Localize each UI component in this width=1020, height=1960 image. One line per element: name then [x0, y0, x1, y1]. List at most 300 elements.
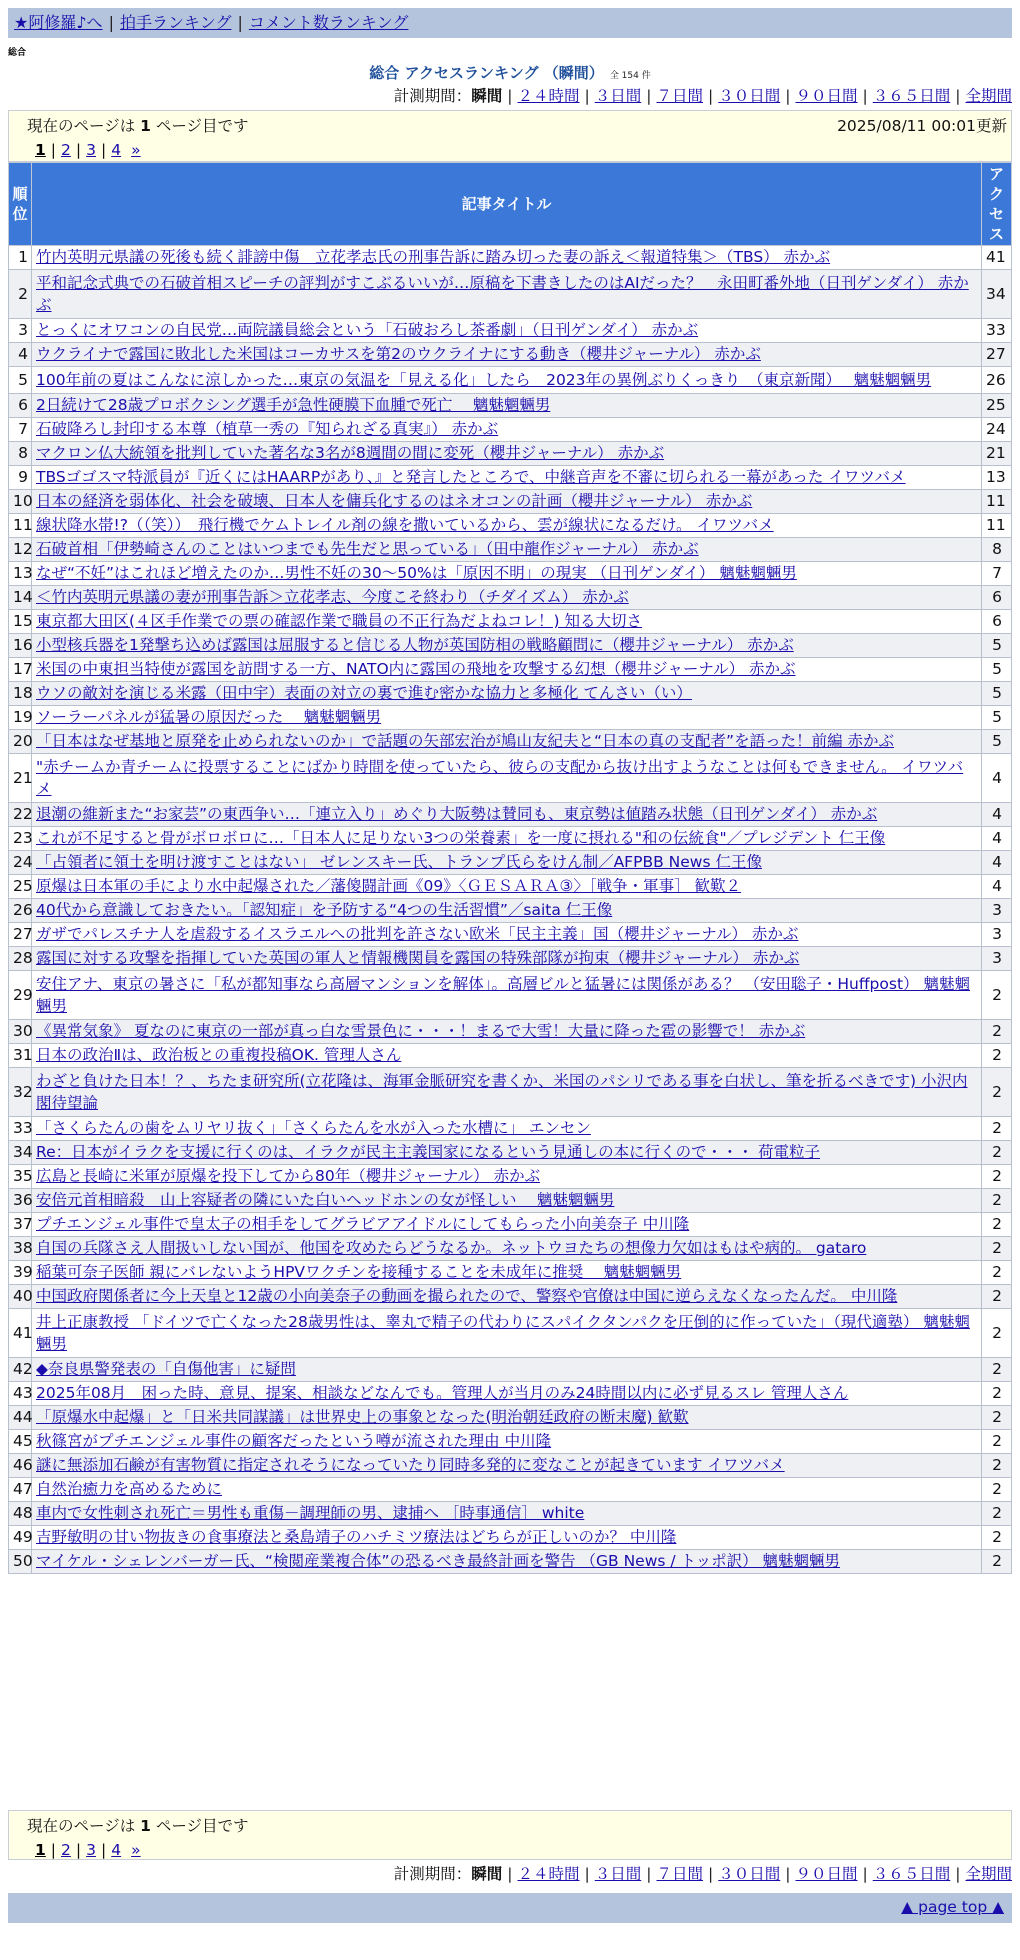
rank-number: 7 [9, 418, 32, 442]
access-count: 21 [982, 442, 1012, 466]
rank-number: 1 [9, 246, 32, 270]
rank-number: 50 [9, 1550, 32, 1574]
article-title-link[interactable]: 小型核兵器を1発撃ち込めば露国は屈服すると信じる人物が英国防相の戦略顧問に（櫻井ジャーナル） 赤かぶ [36, 636, 794, 654]
title-cell [32, 319, 982, 343]
article-title-link[interactable]: 米国の中東担当特使が露国を訪問する一方、NATO内に露国の飛地を攻撃する幻想（櫻井ジャーナル） 赤かぶ [36, 660, 796, 678]
article-title-link[interactable]: ガザでパレスチナ人を虐殺するイスラエルへの批判を許さない欧米「民主主義」国（櫻井ジャーナル） 赤かぶ [36, 925, 799, 943]
table-row [9, 1285, 1012, 1309]
page-4-link[interactable]: 4 [111, 141, 122, 159]
title-cell [32, 1526, 982, 1550]
article-title-link[interactable]: 石破首相「伊勢崎さんのことはいつまでも先生だと思っている」（田中龍作ジャーナル） 赤かぶ [36, 540, 699, 558]
article-title-link[interactable]: マクロン仏大統領を批判していた著名な3名が8週間の間に変死（櫻井ジャーナル） 赤かぶ [36, 444, 665, 462]
period-current: 瞬間 [471, 87, 503, 105]
title-cell [32, 343, 982, 367]
rank-number: 9 [9, 466, 32, 490]
access-count: 2 [982, 1454, 1012, 1478]
table-row [9, 658, 1012, 682]
rank-number: 40 [9, 1285, 32, 1309]
table-row [9, 923, 1012, 947]
rank-number: 42 [9, 1358, 32, 1382]
article-title-link[interactable]: プチエンジェル事件で皇太子の相手をしてグラビアアイドルにしてもらった小向美奈子 中川隆 [36, 1215, 690, 1233]
access-count: 3 [982, 923, 1012, 947]
title-cell [32, 1502, 982, 1526]
title-cell [32, 418, 982, 442]
title-cell [32, 923, 982, 947]
access-count: 7 [982, 562, 1012, 586]
article-title-link[interactable]: ソーラーパネルが猛暑の原因だった 魑魅魍魎男 [36, 708, 382, 726]
bottom-bar [8, 1893, 1012, 1923]
page-2-link[interactable]: 2 [61, 141, 71, 159]
period-7d-link[interactable]: ７日間 [656, 87, 703, 105]
rank-number: 13 [9, 562, 32, 586]
title-cell [32, 610, 982, 634]
table-row [9, 1117, 1012, 1141]
rank-number: 19 [9, 706, 32, 730]
clap-ranking-link[interactable]: 拍手ランキング [119, 13, 232, 32]
pagination: 1 | 2 | 3 | 4 » [35, 1841, 141, 1859]
article-title-link[interactable]: 稲葉可奈子医師 親にバレないようHPVワクチンを接種することを未成年に推奨 魑魅魍魎男 [36, 1263, 682, 1281]
ranking-rows [9, 246, 1012, 1574]
current-page-text: 現在のページは 1 ページ目です [27, 117, 249, 135]
rank-number: 2 [9, 270, 32, 319]
table-row [9, 1165, 1012, 1189]
ranking-table [8, 162, 1012, 1574]
pagination: 1 | 2 | 3 | 4 » [35, 141, 141, 159]
access-count: 26 [982, 367, 1012, 394]
article-title-link[interactable]: 「日本はなぜ基地と原発を止められないのか」で話題の矢部宏治が鳩山友紀夫と“日本の真の支配者”を語った！前編 赤かぶ [36, 732, 894, 750]
title-cell [32, 1358, 982, 1382]
page-3-link[interactable]: 3 [86, 141, 97, 159]
rank-number: 43 [9, 1382, 32, 1406]
table-row [9, 899, 1012, 923]
rank-number: 32 [9, 1068, 32, 1117]
rank-number: 30 [9, 1020, 32, 1044]
access-count: 4 [982, 875, 1012, 899]
access-count: 5 [982, 706, 1012, 730]
access-count: 6 [982, 610, 1012, 634]
article-title-link[interactable]: 「占領者に領土を明け渡すことはない」 ゼレンスキー氏、トランプ氏らをけん制／AFPBB News 仁王像 [36, 853, 762, 871]
period-30d-link[interactable]: ３０日間 [718, 1865, 781, 1883]
table-row [9, 466, 1012, 490]
title-cell [32, 1117, 982, 1141]
article-title-link[interactable]: 日本の経済を弱体化、社会を破壊、日本人を傭兵化するのはネオコンの計画（櫻井ジャーナル） 赤かぶ [36, 492, 753, 510]
access-count: 2 [982, 971, 1012, 1020]
rank-number: 23 [9, 827, 32, 851]
title-cell [32, 1044, 982, 1068]
table-row [9, 343, 1012, 367]
article-title-link[interactable]: 広島と長崎に米軍が原爆を投下してから80年（櫻井ジャーナル） 赤かぶ [36, 1167, 541, 1185]
period-30d-link[interactable]: ３０日間 [718, 87, 781, 105]
rank-number: 22 [9, 803, 32, 827]
top-nav-bar [8, 8, 1012, 38]
rank-number: 48 [9, 1502, 32, 1526]
access-header: アクセス [982, 163, 1012, 246]
table-row [9, 586, 1012, 610]
title-cell [32, 367, 982, 394]
article-title-link[interactable]: マイケル・シェレンバーガー氏、“検閲産業複合体”の恐るべき最終計画を警告 （GB News / トッポ訳） 魑魅魍魎男 [36, 1552, 840, 1570]
table-row [9, 1141, 1012, 1165]
table-row [9, 367, 1012, 394]
article-title-link[interactable]: 秋篠宮がプチエンジェル事件の顧客だったという噂が流された理由 中川隆 [36, 1432, 552, 1450]
title-cell [32, 270, 982, 319]
period-all-link[interactable]: 全期間 [965, 1865, 1012, 1883]
rank-number: 20 [9, 730, 32, 754]
table-row [9, 1550, 1012, 1574]
table-row [9, 490, 1012, 514]
access-count: 4 [982, 827, 1012, 851]
table-row [9, 1189, 1012, 1213]
article-title-link[interactable]: これが不足すると骨がボロボロに…「日本人に足りない3つの栄養素」を一度に摂れる"和の伝統食"／プレジデント 仁王像 [36, 829, 886, 847]
table-row [9, 1358, 1012, 1382]
period-90d-link[interactable]: ９０日間 [795, 1865, 858, 1883]
table-row [9, 1430, 1012, 1454]
article-title-link[interactable]: 自然治癒力を高めるために [36, 1480, 223, 1498]
table-row [9, 418, 1012, 442]
article-title-link[interactable]: 「原爆水中起爆」と「日米共同謀議」は世界史上の事象となった(明治朝廷政府の断末魔) 歓歎 [36, 1408, 689, 1426]
access-count: 2 [982, 1309, 1012, 1358]
rank-number: 4 [9, 343, 32, 367]
access-count: 2 [982, 1478, 1012, 1502]
rank-number: 18 [9, 682, 32, 706]
rank-number: 6 [9, 394, 32, 418]
article-title-link[interactable]: わざと負けた日本！？、ちたま研究所(立花隆は、海軍金脈研究を書くか、米国のパシリである事を白状し、筆を折るべきです) 小沢内閣待望論 [36, 1072, 968, 1112]
access-count: 25 [982, 394, 1012, 418]
access-count: 5 [982, 658, 1012, 682]
table-row [9, 803, 1012, 827]
updated-timestamp: 2025/08/11 00:01更新 [837, 117, 1007, 135]
article-title-link[interactable]: 退潮の維新また“お家芸”の東西争い…「連立入り」めぐり大阪勢は賛同も、東京勢は値踏み状態（日刊ゲンダイ） 赤かぶ [36, 805, 878, 823]
table-row [9, 1406, 1012, 1430]
title-cell [32, 490, 982, 514]
period-label: 計測期間： [393, 87, 472, 105]
table-row [9, 319, 1012, 343]
article-title-link[interactable]: ＜竹内英明元県議の妻が刑事告訴＞立花孝志、今度こそ終わり（チダイズム） 赤かぶ [36, 588, 629, 606]
access-count: 41 [982, 246, 1012, 270]
table-row [9, 827, 1012, 851]
article-title-link[interactable]: ウソの敵対を演じる米露（田中宇）表面の対立の裏で進む密かな協力と多極化 てんさい（い） [36, 684, 692, 702]
title-cell [32, 1213, 982, 1237]
asyura-home-link[interactable]: ★阿修羅♪へ [14, 13, 103, 32]
page-top-link[interactable]: ▲ page top ▲ [901, 1898, 1004, 1916]
article-title-link[interactable]: 《異常気象》 夏なのに東京の一部が真っ白な雪景色に・・・！まるで大雪！大量に降った雹の影響で！ 赤かぶ [36, 1022, 806, 1040]
rank-number: 16 [9, 634, 32, 658]
table-row [9, 514, 1012, 538]
total-count: 全 154 件 [609, 71, 651, 81]
access-count: 5 [982, 682, 1012, 706]
rank-number: 3 [9, 319, 32, 343]
rank-number: 21 [9, 754, 32, 803]
title-cell [32, 1430, 982, 1454]
article-title-link[interactable]: とっくにオワコンの自民党…両院議員総会という「石破おろし茶番劇」（日刊ゲンダイ） 赤かぶ [36, 321, 699, 339]
access-count: 2 [982, 1141, 1012, 1165]
access-count: 2 [982, 1526, 1012, 1550]
title-cell [32, 1237, 982, 1261]
rank-number: 15 [9, 610, 32, 634]
table-row [9, 851, 1012, 875]
table-row [9, 1502, 1012, 1526]
category-label: 総合 [8, 48, 27, 58]
title-cell [32, 827, 982, 851]
article-title-link[interactable]: 竹内英明元県議の死後も続く誹謗中傷 立花孝志氏の刑事告訴に踏み切った妻の訴え＜報道特集＞（TBS） 赤かぶ [36, 248, 831, 266]
title-cell [32, 634, 982, 658]
title-header: 記事タイトル [32, 163, 982, 246]
rank-number: 44 [9, 1406, 32, 1430]
period-selector-top: 計測期間：瞬間 | ２４時間 | ３日間 | ７日間 | ３０日間 | ９０日間 | ３６５日間 | 全期間 [393, 87, 1012, 105]
table-row [9, 246, 1012, 270]
rank-number: 17 [9, 658, 32, 682]
access-count: 2 [982, 1261, 1012, 1285]
access-count: 2 [982, 1430, 1012, 1454]
ranking-title [0, 62, 1020, 83]
comment-ranking-link[interactable]: コメント数ランキング [248, 13, 409, 32]
period-7d-link[interactable]: ７日間 [656, 1865, 703, 1883]
access-count: 2 [982, 1237, 1012, 1261]
period-all-link[interactable]: 全期間 [965, 87, 1012, 105]
page-info-top [8, 110, 1012, 162]
table-row [9, 1213, 1012, 1237]
table-row [9, 1020, 1012, 1044]
table-row [9, 947, 1012, 971]
access-count: 2 [982, 1213, 1012, 1237]
article-title-link[interactable]: 謎に無添加石鹸が有害物質に指定されそうになっていたり同時多発的に変なことが起きています イワツバメ [36, 1456, 785, 1474]
rank-number: 14 [9, 586, 32, 610]
title-cell [32, 562, 982, 586]
page-2-link[interactable]: 2 [61, 1841, 71, 1859]
access-count: 3 [982, 899, 1012, 923]
article-title-link[interactable]: なぜ“不妊”はこれほど増えたのか…男性不妊の30～50%は「原因不明」の現実 （日刊ゲンダイ） 魑魅魍魎男 [36, 564, 797, 582]
article-title-link[interactable]: 中国政府関係者に今上天皇と12歳の小向美奈子の動画を撮られたので、警察や官僚は中国に逆らえなくなったんだ。 中川隆 [36, 1287, 898, 1305]
title-cell [32, 682, 982, 706]
rank-number: 11 [9, 514, 32, 538]
title-cell [32, 1550, 982, 1574]
rank-number: 34 [9, 1141, 32, 1165]
title-cell [32, 1309, 982, 1358]
access-count: 2 [982, 1165, 1012, 1189]
title-cell [32, 442, 982, 466]
access-count: 2 [982, 1117, 1012, 1141]
table-row [9, 1237, 1012, 1261]
rank-number: 12 [9, 538, 32, 562]
article-title-link[interactable]: 吉野敏明の甘い物抜きの食事療法と桑島靖子のハチミツ療法はどちらが正しいのか？ 中川隆 [36, 1528, 677, 1546]
rank-number: 37 [9, 1213, 32, 1237]
article-title-link[interactable]: 車内で女性刺され死亡＝男性も重傷－調理師の男、逮捕へ ［時事通信］ white [36, 1504, 585, 1522]
article-title-link[interactable]: 安住アナ、東京の暑さに「私が都知事なら高層マンションを解体」。高層ビルと猛暑には関係がある？ （安田聡子・Huffpost） 魑魅魍魎男 [36, 975, 970, 1015]
title-cell [32, 899, 982, 923]
title-cell [32, 1020, 982, 1044]
table-row [9, 971, 1012, 1020]
next-page-link[interactable]: » [131, 1841, 141, 1859]
access-count: 2 [982, 1044, 1012, 1068]
period-selector-bottom: 計測期間：瞬間 | ２４時間 | ３日間 | ７日間 | ３０日間 | ９０日間 | ３６５日間 | 全期間 [393, 1865, 1012, 1883]
title-cell [32, 730, 982, 754]
title-cell [32, 875, 982, 899]
title-cell [32, 1189, 982, 1213]
rank-number: 33 [9, 1117, 32, 1141]
title-cell [32, 1382, 982, 1406]
title-cell [32, 754, 982, 803]
table-row [9, 1044, 1012, 1068]
access-count: 2 [982, 1020, 1012, 1044]
table-row [9, 1068, 1012, 1117]
period-current: 瞬間 [471, 1865, 503, 1883]
access-count: 24 [982, 418, 1012, 442]
rank-number: 8 [9, 442, 32, 466]
rank-number: 31 [9, 1044, 32, 1068]
title-cell [32, 706, 982, 730]
rank-number: 36 [9, 1189, 32, 1213]
access-count: 13 [982, 466, 1012, 490]
page-1-current: 1 [35, 1841, 46, 1859]
title-cell [32, 1478, 982, 1502]
article-title-link[interactable]: "赤チームか青チームに投票することにばかり時間を使っていたら、彼らの支配から抜け出すようなことは何もできません。 イワツバメ [36, 758, 964, 798]
page-3-link[interactable]: 3 [86, 1841, 97, 1859]
title-cell [32, 394, 982, 418]
rank-number: 28 [9, 947, 32, 971]
rank-header: 順位 [9, 163, 32, 246]
access-count: 2 [982, 1189, 1012, 1213]
article-title-link[interactable]: 2025年08月 困った時、意見、提案、相談などなんでも。管理人が当月のみ24時間以内に必ず見るスレ 管理人さん [36, 1384, 849, 1402]
period-3d-link[interactable]: ３日間 [594, 1865, 642, 1883]
title-cell [32, 1406, 982, 1430]
page-1-current: 1 [35, 141, 46, 159]
table-row [9, 730, 1012, 754]
access-count: 2 [982, 1550, 1012, 1574]
title-cell [32, 514, 982, 538]
rank-number: 46 [9, 1454, 32, 1478]
article-title-link[interactable]: Re：日本がイラクを支援に行くのは、イラクが民主主義国家になるという見通しの本に行くので・・・ 荷電粒子 [36, 1143, 821, 1161]
rank-number: 38 [9, 1237, 32, 1261]
title-cell [32, 246, 982, 270]
access-count: 5 [982, 634, 1012, 658]
period-365d-link[interactable]: ３６５日間 [872, 1865, 951, 1883]
rank-number: 29 [9, 971, 32, 1020]
rank-number: 35 [9, 1165, 32, 1189]
table-row [9, 270, 1012, 319]
table-row [9, 754, 1012, 803]
article-title-link[interactable]: 日本の政治Ⅱは、政治板との重複投稿OK. 管理人さん [36, 1046, 402, 1064]
rank-number: 5 [9, 367, 32, 394]
access-count: 2 [982, 1502, 1012, 1526]
table-row [9, 1261, 1012, 1285]
title-cell [32, 1261, 982, 1285]
current-page-text: 現在のページは 1 ページ目です [27, 1817, 249, 1835]
access-count: 11 [982, 514, 1012, 538]
period-365d-link[interactable]: ３６５日間 [872, 87, 951, 105]
article-title-link[interactable]: 「さくらたんの歯をムリヤリ抜く」「さくらたんを水が入った水槽に」 エンセン [36, 1119, 591, 1137]
period-label: 計測期間： [393, 1865, 472, 1883]
article-title-link[interactable]: 2日続けて28歳プロボクシング選手が急性硬膜下血腫で死亡 魑魅魍魎男 [36, 396, 551, 414]
access-count: 2 [982, 1285, 1012, 1309]
access-count: 34 [982, 270, 1012, 319]
rank-number: 25 [9, 875, 32, 899]
period-24h-link[interactable]: ２４時間 [517, 1865, 580, 1883]
access-count: 8 [982, 538, 1012, 562]
article-title-link[interactable]: 東京都大田区(４区手作業での票の確認作業で職員の不正行為だよねコレ！) 知る大切さ [36, 612, 643, 630]
title-cell [32, 1454, 982, 1478]
title-cell [32, 971, 982, 1020]
table-row [9, 634, 1012, 658]
title-cell [32, 658, 982, 682]
article-title-link[interactable]: 平和記念式典での石破首相スピーチの評判がすこぶるいいが…原稿を下書きしたのはAIだった？ 永田町番外地（日刊ゲンダイ） 赤かぶ [36, 274, 969, 314]
article-title-link[interactable]: TBSゴゴスマ特派員が『近くにはHAARPがあり、』と発言したところで、中継音声を不審に切られる一幕があった イワツバメ [36, 468, 906, 486]
title-cell [32, 1141, 982, 1165]
article-title-link[interactable]: 100年前の夏はこんなに涼しかった…東京の気温を「見える化」したら 2023年の異例ぶりくっきり （東京新聞） 魑魅魍魎男 [36, 371, 932, 389]
article-title-link[interactable]: 線状降水帯!?（（笑）） 飛行機でケムトレイル剤の線を撒いているから、雲が線状になるだけ。 イワツバメ [36, 516, 774, 534]
article-title-link[interactable]: ◆奈良県警発表の「自傷他害」に疑問 [36, 1360, 296, 1378]
title-cell [32, 803, 982, 827]
access-count: 4 [982, 803, 1012, 827]
table-row [9, 1309, 1012, 1358]
period-24h-link[interactable]: ２４時間 [517, 87, 580, 105]
access-count: 11 [982, 490, 1012, 514]
rank-number: 47 [9, 1478, 32, 1502]
page-4-link[interactable]: 4 [111, 1841, 122, 1859]
table-row [9, 1478, 1012, 1502]
page-info-bottom [8, 1810, 1012, 1860]
page-title: 総合 アクセスランキング （瞬間） [369, 64, 604, 82]
table-row [9, 682, 1012, 706]
rank-number: 41 [9, 1309, 32, 1358]
rank-number: 39 [9, 1261, 32, 1285]
access-count: 2 [982, 1406, 1012, 1430]
article-title-link[interactable]: 自国の兵隊さえ人間扱いしない国が、他国を攻めたらどうなるか。ネットウヨたちの想像力欠如はもはや病的。 gataro [36, 1239, 867, 1257]
period-90d-link[interactable]: ９０日間 [795, 87, 858, 105]
title-cell [32, 586, 982, 610]
title-cell [32, 538, 982, 562]
rank-number: 45 [9, 1430, 32, 1454]
rank-number: 49 [9, 1526, 32, 1550]
access-count: 3 [982, 947, 1012, 971]
access-count: 2 [982, 1068, 1012, 1117]
next-page-link[interactable]: » [131, 141, 141, 159]
article-title-link[interactable]: 井上正康教授 「ドイツで亡くなった28歳男性は、睾丸で精子の代わりにスパイクタンパクを圧倒的に作っていた」（現代適塾） 魑魅魍魎男 [36, 1313, 970, 1353]
access-count: 6 [982, 586, 1012, 610]
access-count: 2 [982, 1382, 1012, 1406]
article-title-link[interactable]: 安倍元首相暗殺 山上容疑者の隣にいた白いヘッドホンの女が怪しい 魑魅魍魎男 [36, 1191, 615, 1209]
rank-number: 26 [9, 899, 32, 923]
rank-number: 24 [9, 851, 32, 875]
article-title-link[interactable]: 石破降ろし封印する本尊（植草一秀の『知られざる真実』） 赤かぶ [36, 420, 499, 438]
access-count: 4 [982, 851, 1012, 875]
table-row [9, 538, 1012, 562]
table-row [9, 875, 1012, 899]
rank-number: 10 [9, 490, 32, 514]
rank-number: 27 [9, 923, 32, 947]
title-cell [32, 947, 982, 971]
article-title-link[interactable]: 原爆は日本軍の手により水中起爆された／藩傻闘計画《09》〈ＧＥＳＡＲＡ③〉［戦争・軍事］ 歓歎２ [36, 877, 742, 895]
table-row [9, 1454, 1012, 1478]
access-count: 33 [982, 319, 1012, 343]
access-count: 4 [982, 754, 1012, 803]
title-cell [32, 466, 982, 490]
table-row [9, 706, 1012, 730]
table-row [9, 1526, 1012, 1550]
table-row [9, 394, 1012, 418]
table-row [9, 442, 1012, 466]
table-row [9, 610, 1012, 634]
article-title-link[interactable]: ウクライナで露国に敗北した米国はコーカサスを第2のウクライナにする動き（櫻井ジャーナル） 赤かぶ [36, 345, 761, 363]
access-count: 27 [982, 343, 1012, 367]
access-count: 5 [982, 730, 1012, 754]
table-row [9, 1382, 1012, 1406]
period-3d-link[interactable]: ３日間 [594, 87, 642, 105]
title-cell [32, 851, 982, 875]
table-row [9, 562, 1012, 586]
article-title-link[interactable]: 露国に対する攻撃を指揮していた英国の軍人と情報機関員を露国の特殊部隊が拘束（櫻井ジャーナル） 赤かぶ [36, 949, 800, 967]
title-cell [32, 1285, 982, 1309]
article-title-link[interactable]: 40代から意識しておきたい。「認知症」を予防する“4つの生活習慣”／saita 仁王像 [36, 901, 613, 919]
access-count: 2 [982, 1358, 1012, 1382]
